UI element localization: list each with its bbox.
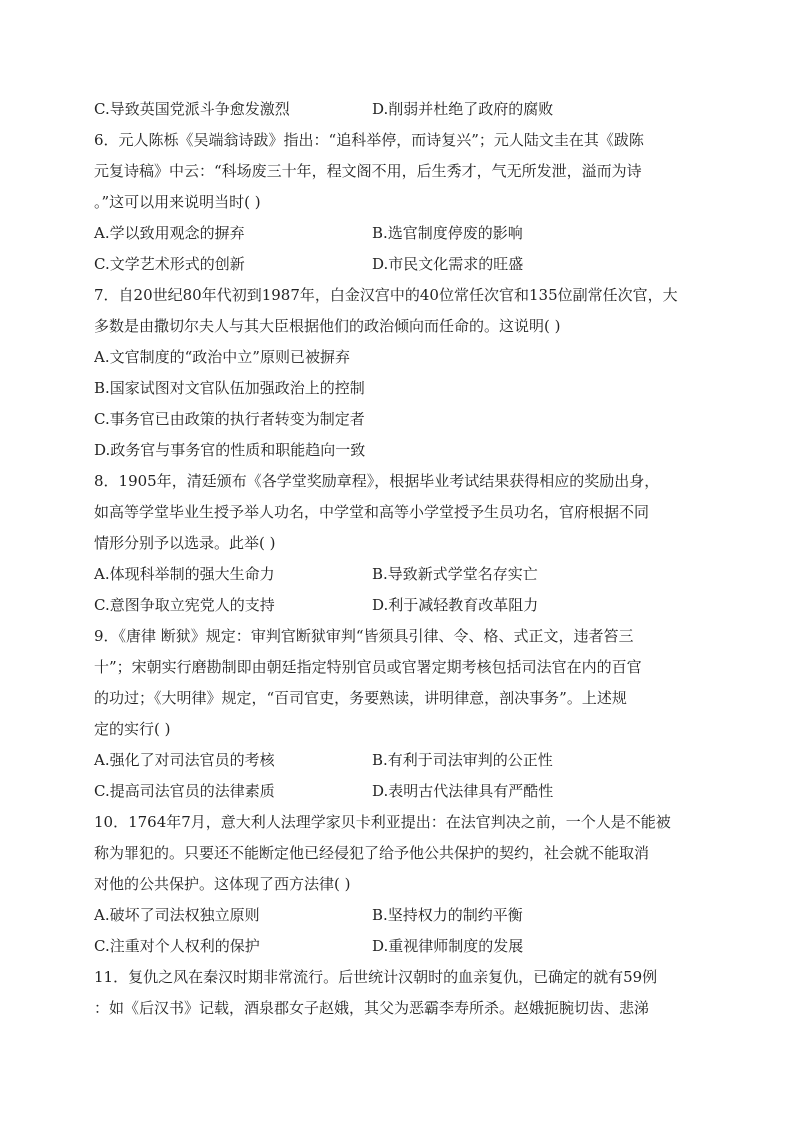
q9-options-ab <box>94 745 700 776</box>
q8-option-d: D.利于减轻教育改革阻力 <box>372 596 539 614</box>
q6-stem-line: 元复诗稿》中云：“科场废三十年，程文阁不用，后生秀才，气无所发泄，溢而为诗 <box>94 162 642 180</box>
q11-stem-line: 11．复仇之风在秦汉时期非常流行。后世统计汉朝时的血亲复仇，已确定的就有59例 <box>94 968 658 986</box>
q6-option-c: C.文学艺术形式的创新 <box>94 255 245 273</box>
q8-options-cd <box>94 590 700 621</box>
q8-stem-line: 如高等学堂毕业生授予举人功名，中学堂和高等小学堂授予生员功名，官府根据不同 <box>94 503 650 521</box>
q6-option-b: B.选官制度停废的影响 <box>372 224 523 242</box>
q10-stem-line: 对他的公共保护。这体现了西方法律( ) <box>94 875 351 893</box>
q10-options-cd <box>94 931 700 962</box>
q6-options-cd <box>94 249 700 280</box>
q10-stem-line: 10．1764年7月，意大利人法理学家贝卡利亚提出：在法官判决之前，一个人是不能被 <box>94 813 671 831</box>
q6-option-d: D.市民文化需求的旺盛 <box>372 255 524 273</box>
q6-options-ab <box>94 218 700 249</box>
q5-options-cd <box>94 94 700 125</box>
q10-option-c: C.注重对个人权利的保护 <box>94 937 260 955</box>
q9-options-cd <box>94 776 700 807</box>
q6-stem-line: 。”这可以用来说明当时( ) <box>94 193 261 211</box>
q10-stem-line: 称为罪犯的。只要还不能断定他已经侵犯了给予他公共保护的契约，社会就不能取消 <box>94 844 650 862</box>
exam-page <box>94 94 700 1024</box>
q9-option-d: D.表明古代法律具有严酷性 <box>372 782 554 800</box>
q7-option-d: D.政务官与事务官的性质和职能趋向一致 <box>94 441 366 459</box>
q8-stem-line: 8．1905年，清廷颁布《各学堂奖励章程》，根据毕业考试结果获得相应的奖励出身， <box>94 472 660 490</box>
q5-option-c: C.导致英国党派斗争愈发激烈 <box>94 100 290 118</box>
q6-stem-line: 6．元人陈栎《吴端翁诗跋》指出：“追科举停，而诗复兴”；元人陆文圭在其《跋陈 <box>94 131 644 149</box>
q5-option-d: D.削弱并杜绝了政府的腐败 <box>372 100 554 118</box>
q10-options-ab <box>94 900 700 931</box>
q7-option-b: B.国家试图对文官队伍加强政治上的控制 <box>94 379 365 397</box>
q9-stem-line: 9．《唐律 断狱》规定：审判官断狱审判“皆须具引律、令、格、式正文，违者笞三 <box>94 627 634 645</box>
q7-option-a: A.文官制度的“政治中立”原则已被摒弃 <box>94 348 350 366</box>
q6-option-a: A.学以致用观念的摒弃 <box>94 224 245 242</box>
q8-stem-line: 情形分别予以选录。此举( ) <box>94 534 276 552</box>
q9-option-a: A.强化了对司法官员的考核 <box>94 751 275 769</box>
q10-option-d: D.重视律师制度的发展 <box>372 937 524 955</box>
q8-option-b: B.导致新式学堂名存实亡 <box>372 565 538 583</box>
q11-stem-line: ：如《后汉书》记载，酒泉郡女子赵娥，其父为恶霸李寿所杀。赵娥扼腕切齿、悲涕 <box>94 999 650 1017</box>
q10-option-b: B.坚持权力的制约平衡 <box>372 906 523 924</box>
q8-option-c: C.意图争取立宪党人的支持 <box>94 596 275 614</box>
q7-option-c: C.事务官已由政策的执行者转变为制定者 <box>94 410 365 428</box>
q10-option-a: A.破坏了司法权独立原则 <box>94 906 260 924</box>
q9-option-b: B.有利于司法审判的公正性 <box>372 751 553 769</box>
q7-stem-line: 7．自20世纪80年代初到1987年，白金汉宫中的40位常任次官和135位副常任次官，大 <box>94 286 678 304</box>
q9-stem-line: 的功过；《大明律》规定，“百司官吏，务要熟读，讲明律意，剖决事务”。上述规 <box>94 689 627 707</box>
q8-option-a: A.体现科举制的强大生命力 <box>94 565 275 583</box>
q8-options-ab <box>94 559 700 590</box>
q9-stem-line: 十”；宋朝实行磨勘制即由朝廷指定特别官员或官署定期考核包括司法官在内的百官 <box>94 658 642 676</box>
q9-stem-line: 定的实行( ) <box>94 720 171 738</box>
q9-option-c: C.提高司法官员的法律素质 <box>94 782 275 800</box>
q7-stem-line: 多数是由撒切尔夫人与其大臣根据他们的政治倾向而任命的。这说明( ) <box>94 317 561 335</box>
